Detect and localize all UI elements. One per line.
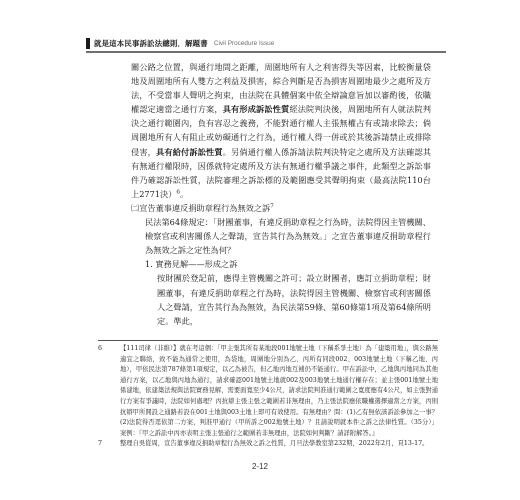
running-header — [86, 35, 448, 51]
footnote-7 — [98, 439, 438, 450]
footnote-ref-6[interactable]: 6 — [176, 189, 180, 196]
footnote-number: 7 — [98, 440, 103, 448]
text-line: 斷是否為損害周圍地最少之處所及方法，不受當事人聲明之拘 — [131, 76, 431, 101]
paragraph-1 — [131, 60, 431, 201]
text-line: 人主張無權占有或請求除去；倘周圍地所有人有阻止或妨礙通行 — [131, 118, 431, 143]
text-line: 。另倘通行權人係訴請法院判決特定之處所及方法確 — [222, 146, 415, 157]
text-line: 關公路之位置，與通行地間之距離，周圍地所有人之利害得失等 — [131, 62, 365, 72]
footnotes — [98, 340, 438, 450]
footnote-ref-7[interactable]: 7 — [270, 203, 274, 210]
text-line: 束，由法院在具體個案中依全辯論意旨加以審酌後，依職權認定 — [131, 90, 431, 115]
sentence-end: 。 — [179, 188, 189, 199]
subsection-heading-1: 1. 實務見解——形成之訴 — [145, 259, 238, 270]
text-line: 適當之通行方案， — [156, 104, 223, 115]
footnote-6 — [98, 344, 438, 439]
text-line: 經法院判決後，周圍地所 — [289, 104, 382, 115]
quote-line: 院得因主管機關、檢察官或利害關係人之聲請，宣告其行為為無 — [145, 217, 431, 242]
text-line: 認其有無通行權限時，因係就特定處所及方法有無通行權爭議之 — [131, 146, 431, 171]
quote-intro: 民法第64條規定：「 — [145, 217, 218, 228]
text-line: 及範圍應受其聲明拘束（最高法院110台上2771決） — [131, 174, 431, 199]
text-line: 之行為，通行權人得一併或於其後訴請禁止或排除侵害， — [131, 132, 431, 157]
text-line: 效，為民法第59條、第60條第1項及第64條所明定。準此， — [157, 301, 431, 326]
header-mark — [86, 38, 90, 49]
main-text — [131, 60, 431, 328]
question-line: 」之宣告董事違反捐助章程行為無效之訴之定性為何？ — [145, 231, 431, 256]
text-line: 有人就法院判決之通行範圍內，負有容忍之義務，不能對通行權 — [131, 104, 431, 129]
footnote-number: 6 — [98, 345, 103, 352]
quote-line: 效。 — [310, 231, 324, 242]
book-title: 就是這本民事訴訟法總則．解題書 — [94, 38, 208, 48]
statute-quote — [131, 215, 431, 257]
text-line: 立捐助章程；財團董事，有違反捐助章程之行為時，法院得 — [157, 273, 431, 298]
book-subtitle: Civil Procedure Issue — [213, 39, 275, 47]
bold-phrase: 具有形成訴訟性質 — [222, 104, 290, 115]
text-line: 按財團於登記前，應得主管機關之許可；設立財團者，應訂 — [157, 273, 373, 284]
section-heading-2: ㈡宣告董事違反捐助章程行為無效之訴$^7$ — [131, 202, 274, 213]
text-line: 因素，比較衡量袋地及周圍地所有人雙方之利益及損害，綜合判 — [131, 62, 431, 87]
bold-phrase: 具有 — [156, 146, 173, 157]
bold-phrase: 給付訴訟性質 — [172, 146, 223, 157]
text-line: 因主管機關、檢察官或利害關係人之聲請，宣告其行為為無 — [157, 287, 431, 312]
page-number: 2-12 — [251, 462, 268, 471]
footnote-rule — [98, 340, 438, 341]
subsection-paragraph — [131, 271, 431, 327]
text-line: 事件，此類型之訴訟事件乃確認訴訟性質，法院審理之訴訟標的 — [131, 160, 431, 185]
quote-line: 財團董事，有違反捐助章程之行為時，法 — [217, 217, 366, 228]
footnote-text: 整理自吳從周，宣告董事違反捐助章程行為無效之訴之性質，月旦法學教室第232期，2022年2月，頁13-17。 — [120, 440, 429, 448]
footnote-text: 【111司律（非維）】就在考這個：「甲主張其所有某地段001地號土地（下稱系爭土地）為「建築用地」，與公路無適宜之聯絡，致不能為通常之使用，為袋地，周圍地分別為乙、丙所有同段002、003地號土地（下稱乙地、丙地），甲依民法第787條第1項規定，以乙為被告，但乙地丙地互補仍不能通行。甲在訴訟中，乙地與丙地同為其他通行方案，以乙地與丙地為通行，請求確認001地號土地就002及003地號土地通行權存在；並主張001地號土地係建地，依建築法規與法院實務見解，需要面寬至少4公尺，請求法院判准通行範圍之寬度應有4公尺，如主張對通行方案有爭議時，法院如何處理？丙抗辯主張主張之範圍若非無理由，乃主張法院應依職權選擇適當之方案，丙則抗辯甲所開設之通路若設在001土地與003土地上即可有效使用。有無理由？問：(1)乙有無依該訴訟參加之一事？(2)法院得否逕依第二方案，判准甲通行（甲所訴之002地號土地）？且請說明就本件之訴之法律性質。（35分）」案例：『甲之訴訟中丙亦表明主張主張通行之範圍若非無理由，法院如何判斷？請詳附解答。』 — [120, 345, 438, 437]
header-rule — [86, 51, 446, 53]
